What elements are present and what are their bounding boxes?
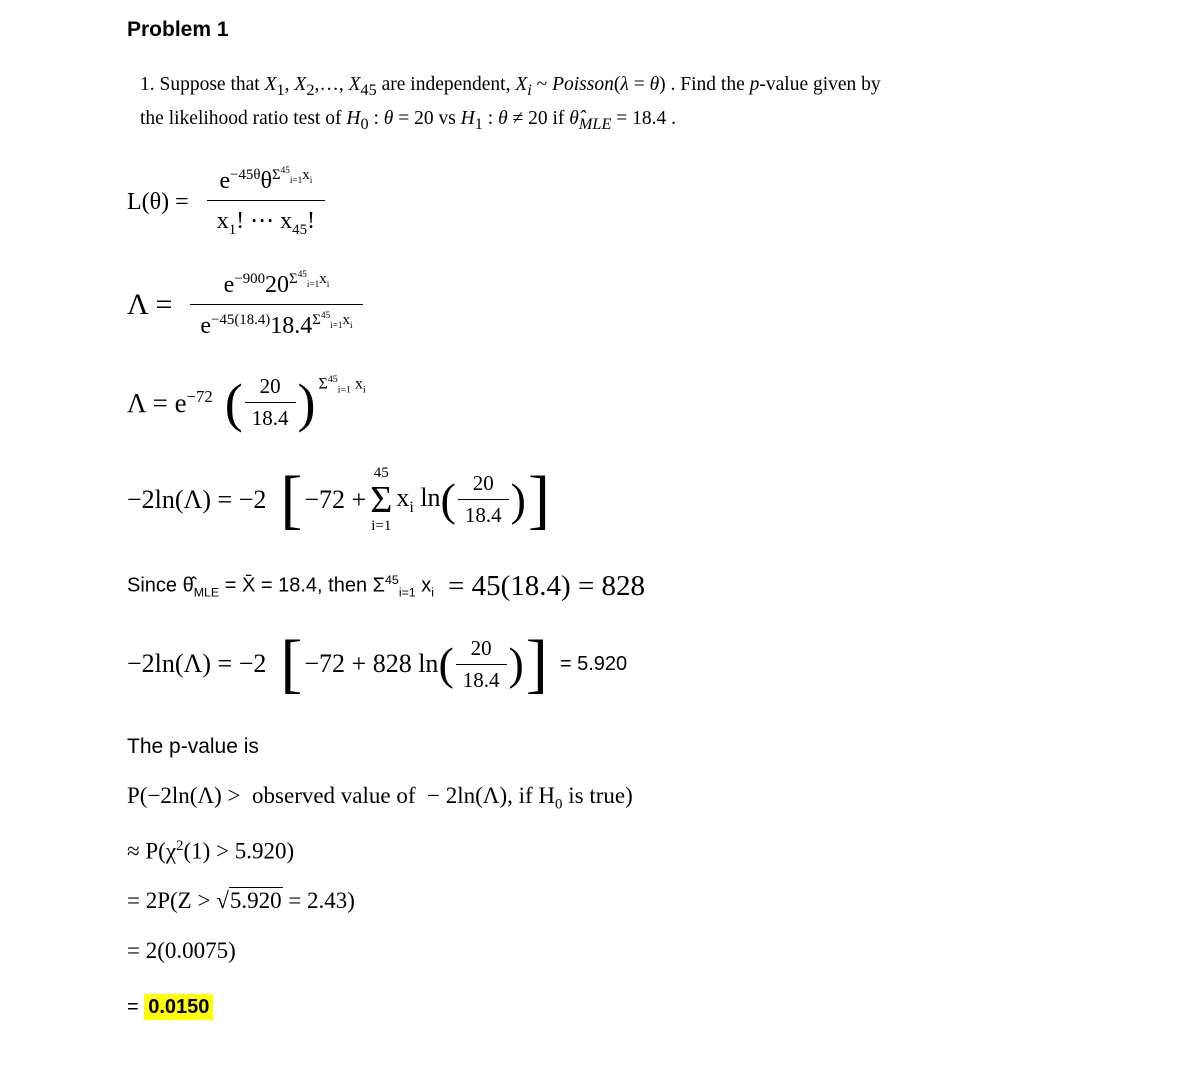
summation-symbol — [370, 465, 392, 534]
neg2ln-numeric-result: = 5.920 — [559, 652, 628, 675]
lambda-ratio-lhs: Λ = — [127, 287, 173, 321]
since-result: = 45(18.4) = 828 — [448, 570, 646, 603]
log-ratio-denominator: 18.4 — [464, 503, 502, 528]
log-ratio-denominator: 18.4 — [462, 667, 500, 692]
lambda-ratio-denominator: $e^{-45(18.4)}18.4^{\Sigma^{45}_{i=1}x_i}$ — [200, 310, 353, 340]
log-ratio-fraction — [456, 636, 507, 693]
pvalue-normal-line — [127, 888, 1164, 914]
neg2ln-inner-left: −72 + — [304, 484, 367, 514]
log-ratio-numerator: 20 — [456, 636, 507, 665]
open-paren-delimiter: ( — [224, 372, 243, 433]
neg2ln-value-lhs: −2ln(Λ) = −2 — [127, 649, 267, 679]
open-bracket-delimiter: [ — [280, 627, 303, 701]
ratio-fraction — [245, 374, 296, 431]
open-bracket-delimiter: [ — [280, 462, 303, 536]
pvalue-definition: P(−2ln(Λ) > observed value of − 2ln(Λ), if $H_0$ is true) — [127, 783, 633, 813]
pvalue-numeric-line: = 2(0.0075) — [127, 938, 236, 964]
problem-statement — [140, 69, 1120, 137]
equation-neg2ln-value — [127, 627, 1164, 701]
ratio-denominator: 18.4 — [251, 406, 289, 431]
final-equals: = — [127, 996, 145, 1019]
statement-line-2: the likelihood ratio test of $H_0$ : θ = 20 vs $H_1$ : θ ≠ 20 if $\thetâ_{MLE} = 18.4$ . — [140, 108, 676, 134]
statement-line-1: 1. Suppose that $X_1$, $X_2,\dots$, $X_{45}$ are independent, $X_i$ ~ Poisson(λ = θ) . Find the p-value given by — [140, 74, 881, 99]
log-ratio-numerator: 20 — [458, 471, 509, 500]
equation-lambda-ratio — [127, 267, 1164, 342]
line-since-mle — [127, 570, 1164, 603]
lambda-ratio-numerator: $e^{-900}20^{\Sigma^{45}_{i=1}x_i}$ — [190, 267, 362, 305]
sqrt-radicand: 5.920 — [229, 888, 282, 914]
likelihood-numerator: $e^{-45\theta}\theta^{\Sigma^{45}_{i=1}x_i}$ — [207, 163, 325, 201]
lambda-ratio-fraction — [190, 267, 362, 342]
likelihood-denominator: $x_1$! ⋯ $x_{45}$! — [216, 208, 315, 239]
likelihood-fraction — [207, 163, 325, 241]
neg2ln-value-inner: −72 + 828 ln — [304, 649, 439, 679]
equation-neg2ln-expanded — [127, 462, 1164, 536]
pvalue-intro: The p-value is — [127, 735, 259, 759]
close-paren-delimiter: ) — [510, 473, 526, 525]
page-title: Problem 1 — [127, 18, 229, 41]
equation-lambda-simplified — [127, 374, 1164, 431]
log-ratio-fraction — [458, 471, 509, 528]
summation-lower-limit: i=1 — [371, 517, 392, 534]
summation-upper-limit: 45 — [373, 465, 389, 482]
final-answer-highlight: 0.0150 — [144, 994, 213, 1020]
pvalue-chisq-line: ≈ $P(\chi^2(1) > 5.920)$ — [127, 837, 295, 864]
ratio-numerator: 20 — [245, 374, 296, 403]
lambda-simplified-lhs: $\Lambda = e^{-72}$ — [127, 386, 213, 418]
close-paren-delimiter: ) — [508, 638, 524, 690]
sum-exponent: $\Sigma^{45}_{i=1}$ $x_i$ — [318, 374, 366, 396]
normal-line-suffix: = 2.43) — [282, 888, 355, 914]
open-paren-delimiter: ( — [438, 638, 454, 690]
close-bracket-delimiter: ] — [527, 462, 550, 536]
equation-likelihood — [127, 163, 1164, 241]
pvalue-final-line — [127, 996, 1164, 1019]
neg2ln-sum-argument: $x_i$ ln — [396, 482, 441, 516]
open-paren-delimiter: ( — [440, 473, 456, 525]
close-paren-delimiter: ) — [297, 372, 316, 433]
normal-line-prefix: = 2P(Z > √ — [127, 888, 229, 914]
sigma-glyph: Σ — [370, 478, 393, 521]
close-bracket-delimiter: ] — [525, 627, 548, 701]
neg2ln-lhs: −2ln(Λ) = −2 — [127, 484, 267, 514]
likelihood-lhs: L(θ) = — [127, 188, 189, 215]
since-text: Since $\thetâ_{MLE}$ = X̄ = 18.4, then $\Sigma^{45}_{i=1}$ $x_i$ — [127, 573, 435, 600]
